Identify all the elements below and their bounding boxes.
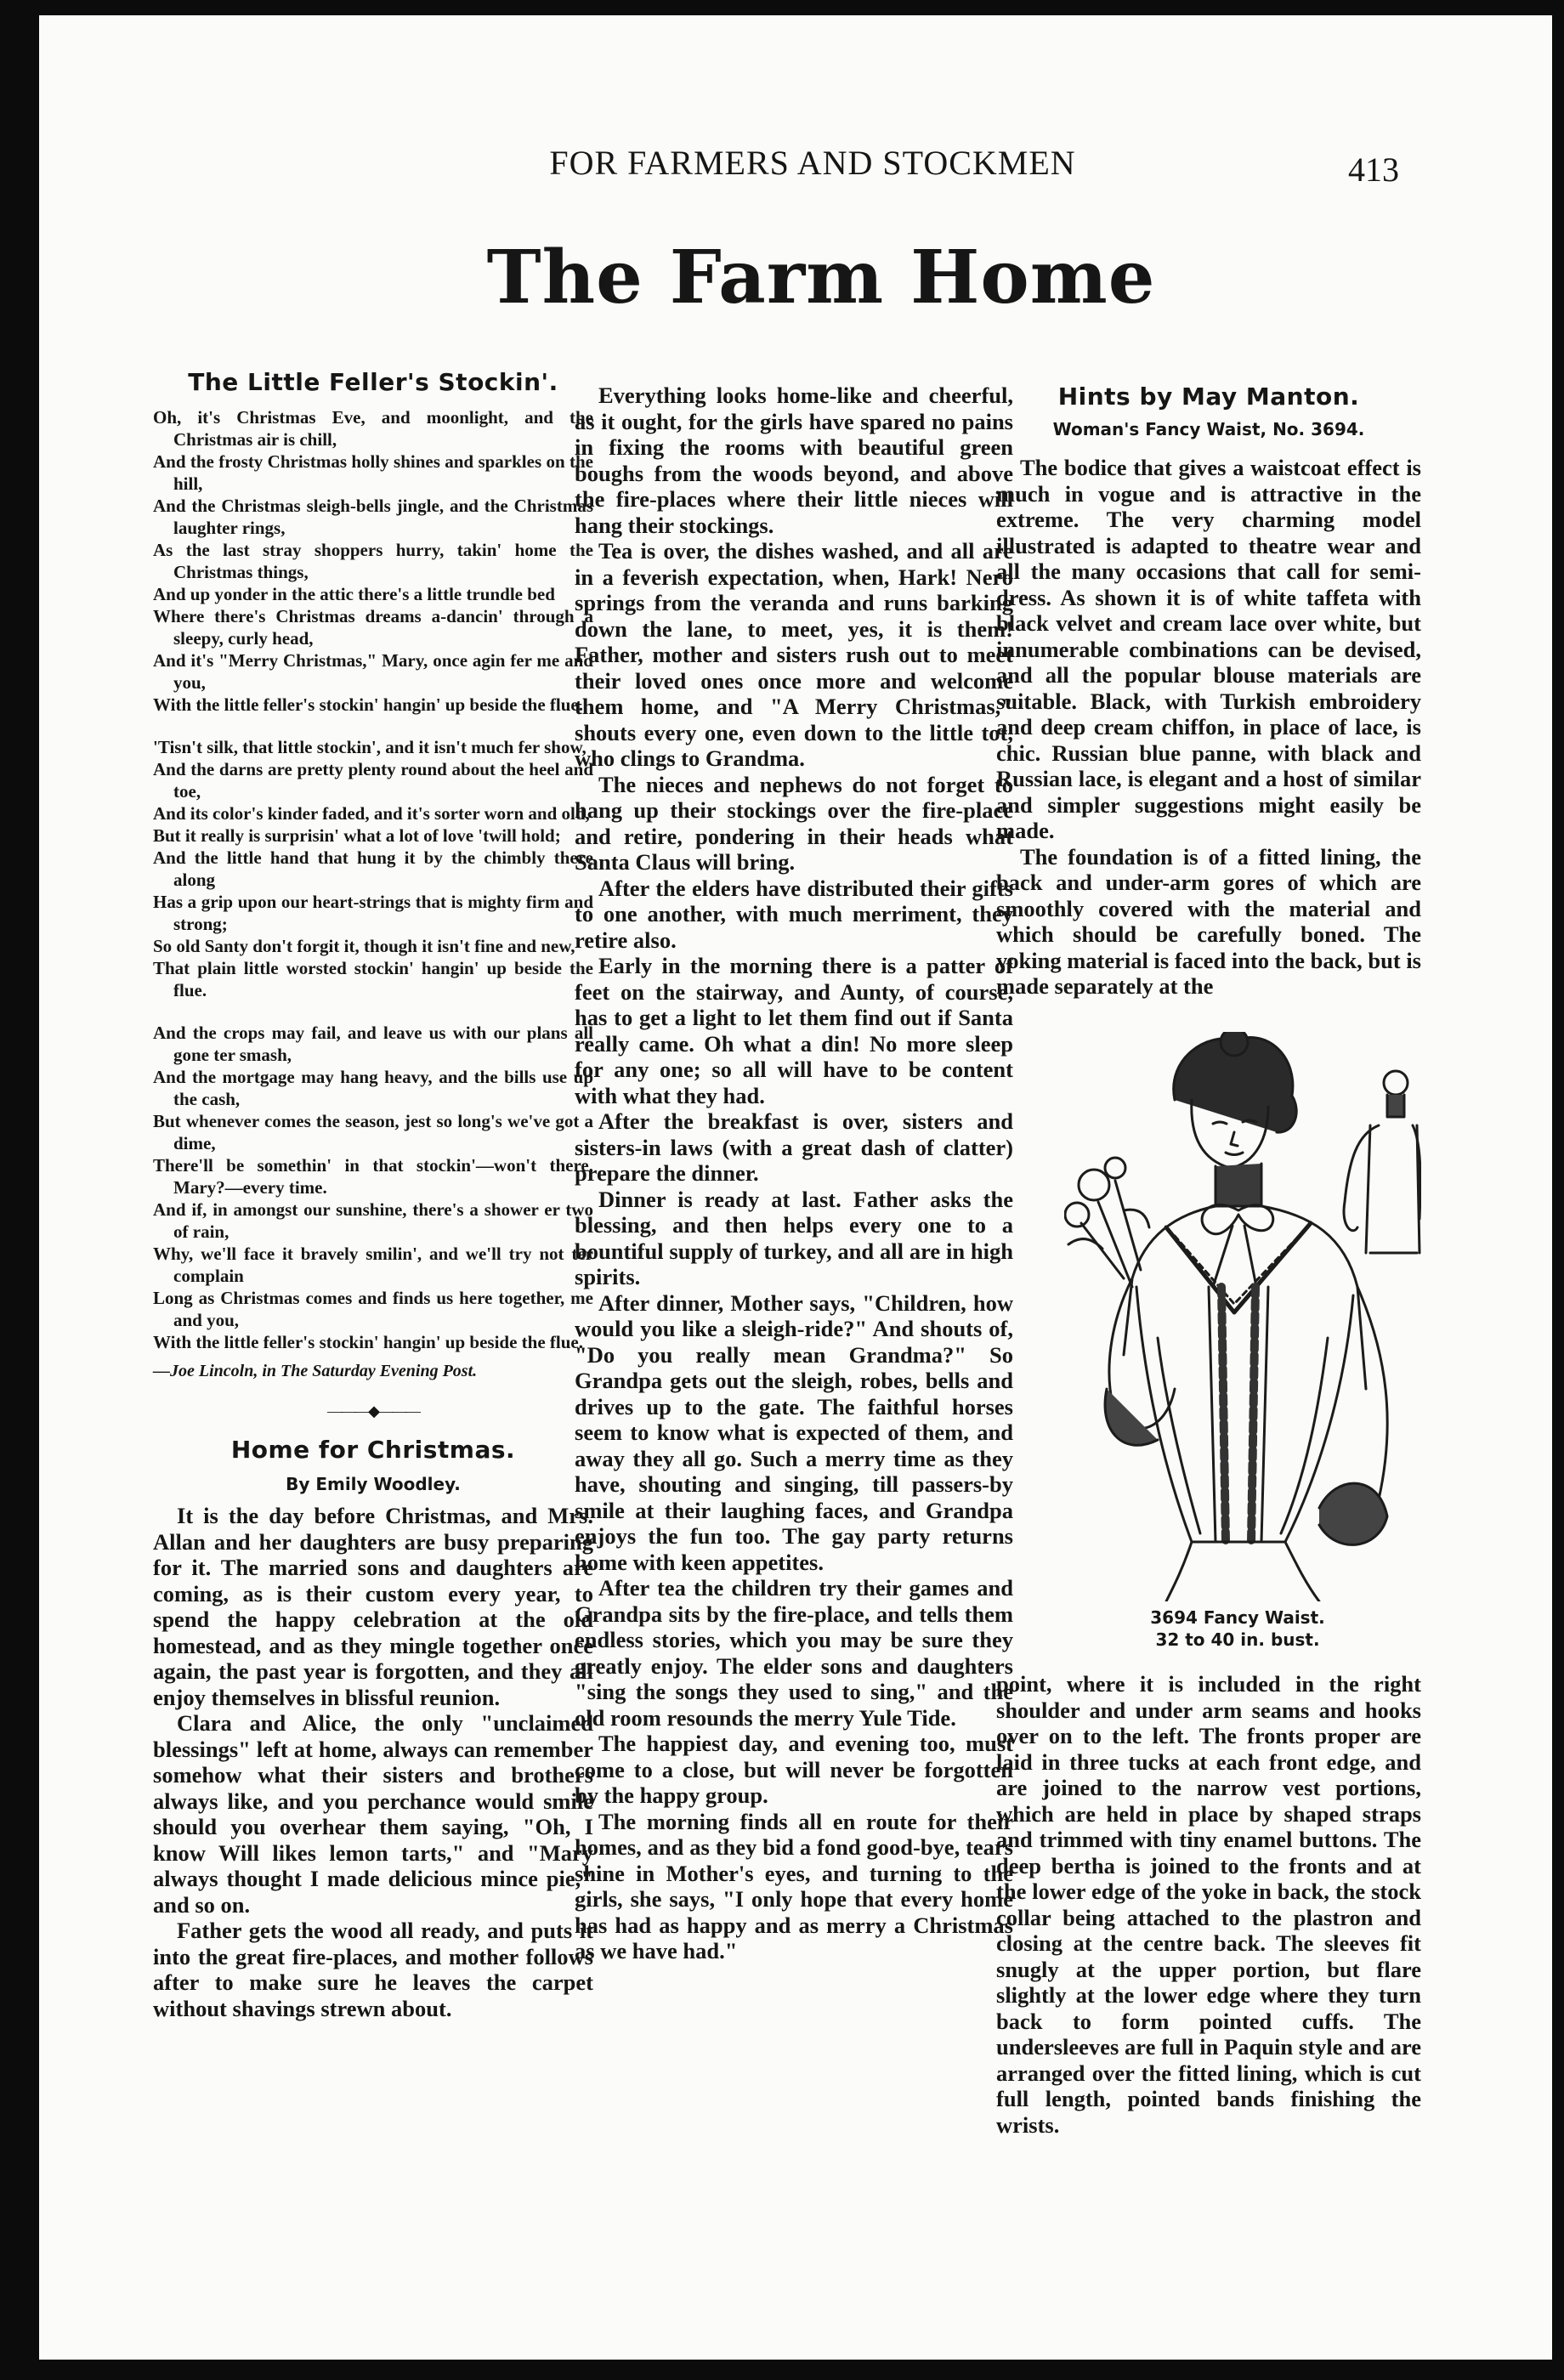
poem-line: Where there's Christmas dreams a-dancin' through a sleepy, curly head,: [153, 606, 593, 649]
story-paragraph: It is the day before Christmas, and Mrs. Allan and her daughters are busy preparing for it. The married sons and daughters are coming, as is their custom every year, to spend the happy celebration at the old homestead, and as they mingle together once again, the past year is forgotten, and they all enjoy themselves in blissful reunion.: [153, 1503, 593, 1710]
story-title: Home for Christmas.: [230, 1436, 516, 1464]
poem-line: And the frosty Christmas holly shines and sparkles on the hill,: [153, 451, 593, 494]
story-paragraph: Clara and Alice, the only "unclaimed blessings" left at home, always can remember somehow what their sisters and brothers always like, and you perchance would smile should you overhear them saying, "Oh, I know Will likes lemon tarts," and "Mary always thought I made delicious mince pie," and so on.: [153, 1710, 593, 1918]
poem-line: And the crops may fail, and leave us with our plans all gone ter smash,: [153, 1023, 593, 1065]
hints-subtitle: Woman's Fancy Waist, No. 3694.: [1052, 419, 1365, 439]
story-paragraph: After the breakfast is over, sisters and sisters-in laws (with a great dash of clatter) prepare the dinner.: [575, 1108, 1013, 1186]
poem-line: And its color's kinder faded, and it's sorter worn and old,: [153, 803, 590, 824]
hints-paragraph: The foundation is of a fitted lining, the back and under-arm gores of which are smoothly covered with the material and which should be carefully boned. The yoking material is faced into the back, but is made separately at the: [996, 843, 1421, 999]
story-paragraph: Early in the morning there is a patter of feet on the stairway, and Aunty, of course, has to get a light to let them find out if Santa really came. Oh what a din! No more sleep for any one; so all will have to be content with what they had.: [575, 953, 1013, 1108]
story-paragraph: Everything looks home-like and cheerful, as it ought, for the girls have spared no pains in fixing the rooms with beautiful green boughs from the woods beyond, and above the fire-places where their little nieces will hang their stockings.: [575, 382, 1013, 538]
column-middle: [575, 382, 1013, 1964]
hints-paragraph: The bodice that gives a waistcoat effect is much in vogue and is attractive in the extreme. The very charming model illustrated is adapted to theatre wear and all the many occasions that call for semi-dress. As shown it is of white taffeta with black velvet and cream lace over white, but innumerable combinations can be devised, and all the popular blouse materials are suitable. Black, with Turkish embroidery and deep cream chiffon, in place of lace, is chic. Russian blue panne, with black and Russian lace, is elegant and a host of similar and simpler suggestions might easily be made.: [996, 455, 1421, 843]
caption-line: 3694 Fancy Waist.: [1150, 1607, 1325, 1628]
illustration-caption: [1093, 1606, 1382, 1651]
story-paragraph: The morning finds all en route for their homes, and as they bid a fond good-bye, tears shine in Mother's eyes, and turning to the girls, she says, "I only hope that every home has had as happy and as merry a Christmas as we have had.": [575, 1808, 1013, 1964]
story-paragraph: Tea is over, the dishes washed, and all are in a feverish expectation, when, Hark! Nero springs from the veranda and runs barking down the lane, to meet, yes, it is them! Father, mother and sisters rush out to meet their loved ones once more and welcome them home, and "A Merry Christmas," shouts every one, even down to the little tot, who clings to Grandma.: [575, 538, 1013, 771]
story-paragraph: The nieces and nephews do not forget to hang up their stockings over the fire-place and retire, pondering in their heads what Santa Claus will bring.: [575, 771, 1013, 875]
story-paragraph: The happiest day, and evening too, must come to a close, but will never be forgotten by the happy group.: [575, 1731, 1013, 1808]
poem-line: With the little feller's stockin' hangin' up beside the flue.: [153, 694, 583, 715]
column-right: [996, 382, 1421, 1000]
hints-title: Hints by May Manton.: [1057, 382, 1360, 411]
poem-line: But whenever comes the season, jest so long's we've got a dime,: [153, 1111, 593, 1153]
magazine-page: [39, 15, 1552, 2360]
story-paragraph: Father gets the wood all ready, and puts it into the great fire-places, and mother follows after to make sure he leaves the carpet without shavings strewn about.: [153, 1918, 593, 2021]
poem-stanza: [153, 1022, 593, 1353]
poem-stanza: [153, 736, 593, 1001]
story-paragraph: Dinner is ready at last. Father asks the blessing, and then helps every one to a bountiful supply of turkey, and all are in high spirits.: [575, 1186, 1013, 1289]
poem-line: Why, we'll face it bravely smilin', and we'll try not ter complain: [153, 1244, 593, 1286]
poem-title: The Little Feller's Stockin'.: [188, 368, 558, 396]
poem-line: And if, in amongst our sunshine, there's a shower er two of rain,: [153, 1199, 593, 1242]
story-paragraph: After dinner, Mother says, "Children, how would you like a sleigh-ride?" And shouts of, "Do you really mean Grandma?" So Grandpa gets out the sleigh, robes, bells and drives up to the gate. The faithful horses seem to know what is expected of them, and away they all go. Such a merry time as they have, shouting and singing, till passers-by smile at their laughing faces, and Grandpa enjoys the fun too. The gay party returns home with keen appetites.: [575, 1289, 1013, 1575]
poem: [153, 406, 593, 1382]
poem-line: And the Christmas sleigh-bells jingle, and the Christmas laughter rings,: [153, 496, 593, 538]
poem-line: That plain little worsted stockin' hangin' up beside the flue.: [153, 958, 593, 1000]
poem-line: There'll be somethin' in that stockin'—won't there, Mary?—every time.: [153, 1155, 593, 1198]
poem-line: And the mortgage may hang heavy, and the bills use up the cash,: [153, 1067, 593, 1109]
poem-line: And up yonder in the attic there's a little trundle bed: [153, 584, 555, 604]
poem-attribution: —Joe Lincoln, in The Saturday Evening Post.: [153, 1362, 478, 1380]
caption-line: 32 to 40 in. bust.: [1155, 1629, 1320, 1650]
section-divider: ———◆———: [327, 1402, 419, 1420]
running-head: FOR FARMERS AND STOCKMEN: [549, 144, 1076, 182]
poem-line: So old Santy don't forgit it, though it isn't fine and new,: [153, 936, 575, 956]
column-right-continued: [996, 1671, 1421, 2138]
column-left: [153, 368, 593, 2021]
poem-line: Long as Christmas comes and finds us here together, me and you,: [153, 1288, 593, 1330]
fashion-figure-icon: [1064, 1032, 1421, 1601]
poem-line: Has a grip upon our heart-strings that is mighty firm and strong;: [153, 892, 593, 934]
poem-line: Oh, it's Christmas Eve, and moonlight, and the Christmas air is chill,: [153, 407, 593, 450]
page-title: The Farm Home: [486, 235, 1156, 320]
page-number: 413: [1348, 150, 1399, 189]
poem-line: And the little hand that hung it by the chimbly there along: [153, 847, 593, 890]
poem-line: And it's "Merry Christmas," Mary, once agin fer me and you,: [153, 650, 593, 693]
story-paragraph: After tea the children try their games and Grandpa sits by the fire-place, and tells them endless stories, which you may be sure they greatly enjoy. The elder sons and daughters "sing the songs they used to sing," and the old room resounds the merry Yule Tide.: [575, 1575, 1013, 1731]
fancy-waist-illustration: [1064, 1032, 1421, 1601]
poem-line: 'Tisn't silk, that little stockin', and it isn't much fer show,: [153, 737, 586, 757]
poem-line: And the darns are pretty plenty round about the heel and toe,: [153, 759, 593, 802]
poem-line: With the little feller's stockin' hangin' up beside the flue.: [153, 1332, 583, 1352]
hints-paragraph: point, where it is included in the right shoulder and under arm seams and hooks over on to the left. The fronts proper are laid in three tucks at each front edge, and are joined to the narrow vest portions, which are held in place by shaped straps and trimmed with tiny enamel buttons. The deep bertha is joined to the fronts and at the lower edge of the yoke in back, the stock collar being attached to the plastron and closing at the centre back. The sleeves fit snugly at the upper portion, but flare slightly at the lower edge where they turn back to form pointed cuffs. The undersleeves are full in Paquin style and are arranged over the fitted lining, which is cut full length, pointed bands finishing the wrists.: [996, 1671, 1421, 2138]
poem-line: As the last stray shoppers hurry, takin' home the Christmas things,: [153, 540, 593, 582]
story-byline: By Emily Woodley.: [286, 1474, 461, 1494]
poem-line: But it really is surprisin' what a lot of love 'twill hold;: [153, 825, 561, 846]
story-paragraph: After the elders have distributed their gifts to one another, with much merriment, they retire also.: [575, 875, 1013, 953]
poem-stanza: [153, 406, 593, 716]
